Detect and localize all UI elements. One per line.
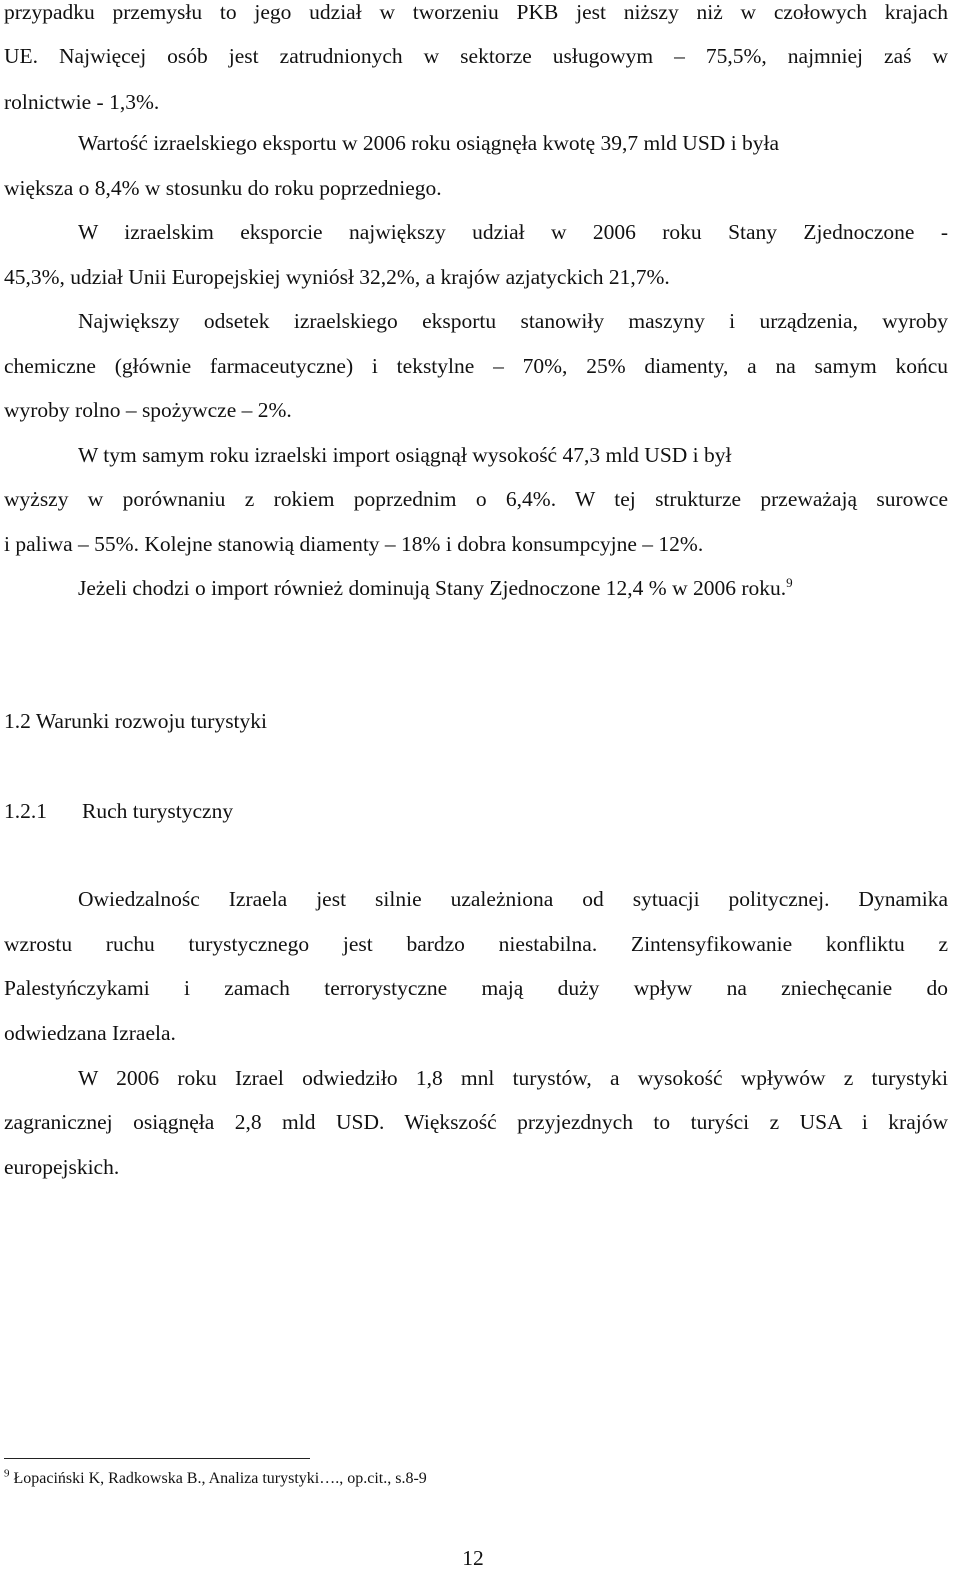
body-line: Owiedzalnośc Izraela jest silnie uzależniona od sytuacji politycznej. Dynamika (78, 887, 948, 911)
body-line: europejskich. (4, 1155, 120, 1179)
body-line: Wartość izraelskiego eksportu w 2006 roku osiągnęła kwotę 39,7 mld USD i była (78, 131, 780, 155)
body-line: Największy odsetek izraelskiego eksportu stanowiły maszyny i urządzenia, wyroby (78, 309, 948, 333)
footnote-text: Łopaciński K, Radkowska B., Analiza turystyki…., op.cit., s.8-9 (13, 1470, 427, 1487)
body-line: W 2006 roku Izrael odwiedziło 1,8 mnl turystów, a wysokość wpływów z turystyki (78, 1066, 948, 1090)
body-line: przypadku przemysłu to jego udział w tworzeniu PKB jest niższy niż w czołowych krajach (4, 0, 948, 24)
body-line: rolnictwie - 1,3%. (4, 90, 160, 114)
body-line: chemiczne (głównie farmaceutyczne) i tekstylne – 70%, 25% diamenty, a na samym końcu (4, 354, 948, 378)
body-line: zagranicznej osiągnęła 2,8 mld USD. Większość przyjezdnych to turyści z USA i krajów (4, 1110, 948, 1134)
body-line: większa o 8,4% w stosunku do roku poprzedniego. (4, 176, 442, 200)
body-line: W tym samym roku izraelski import osiągnął wysokość 47,3 mld USD i był (78, 443, 732, 467)
body-line: UE. Najwięcej osób jest zatrudnionych w sektorze usługowym – 75,5%, najmniej zaś w (4, 44, 948, 68)
body-line: W izraelskim eksporcie największy udział w 2006 roku Stany Zjednoczone - (78, 220, 948, 244)
body-line: wzrostu ruchu turystycznego jest bardzo niestabilna. Zintensyfikowanie konfliktu z (4, 932, 948, 956)
body-line: wyroby rolno – spożywcze – 2%. (4, 398, 292, 422)
subsection-heading (4, 795, 233, 827)
footnote-divider (4, 1458, 310, 1459)
footnote (4, 1468, 427, 1490)
page-number: 12 (462, 1546, 484, 1570)
body-line-text: Jeżeli chodzi o import również dominują Stany Zjednoczone 12,4 % w 2006 roku. (78, 576, 787, 600)
body-line: odwiedzana Izraela. (4, 1021, 176, 1045)
body-line: i paliwa – 55%. Kolejne stanowią diamenty – 18% i dobra konsumpcyjne – 12%. (4, 532, 704, 556)
body-line: wyższy w porównaniu z rokiem poprzednim o 6,4%. W tej strukturze przeważają surowce (4, 487, 948, 511)
subsection-number: 1.2.1 (4, 799, 47, 823)
body-line: 45,3%, udział Unii Europejskiej wyniósł 32,2%, a krajów azjatyckich 21,7%. (4, 265, 670, 289)
footnote-reference[interactable]: 9 (786, 574, 793, 590)
subsection-title: Ruch turystyczny (82, 799, 234, 823)
body-line: Palestyńczykami i zamach terrorystyczne mają duży wpływ na zniechęcanie do (4, 976, 948, 1000)
body-line (78, 572, 948, 604)
footnote-number: 9 (4, 1467, 10, 1480)
section-heading: 1.2 Warunki rozwoju turystyki (4, 709, 268, 733)
